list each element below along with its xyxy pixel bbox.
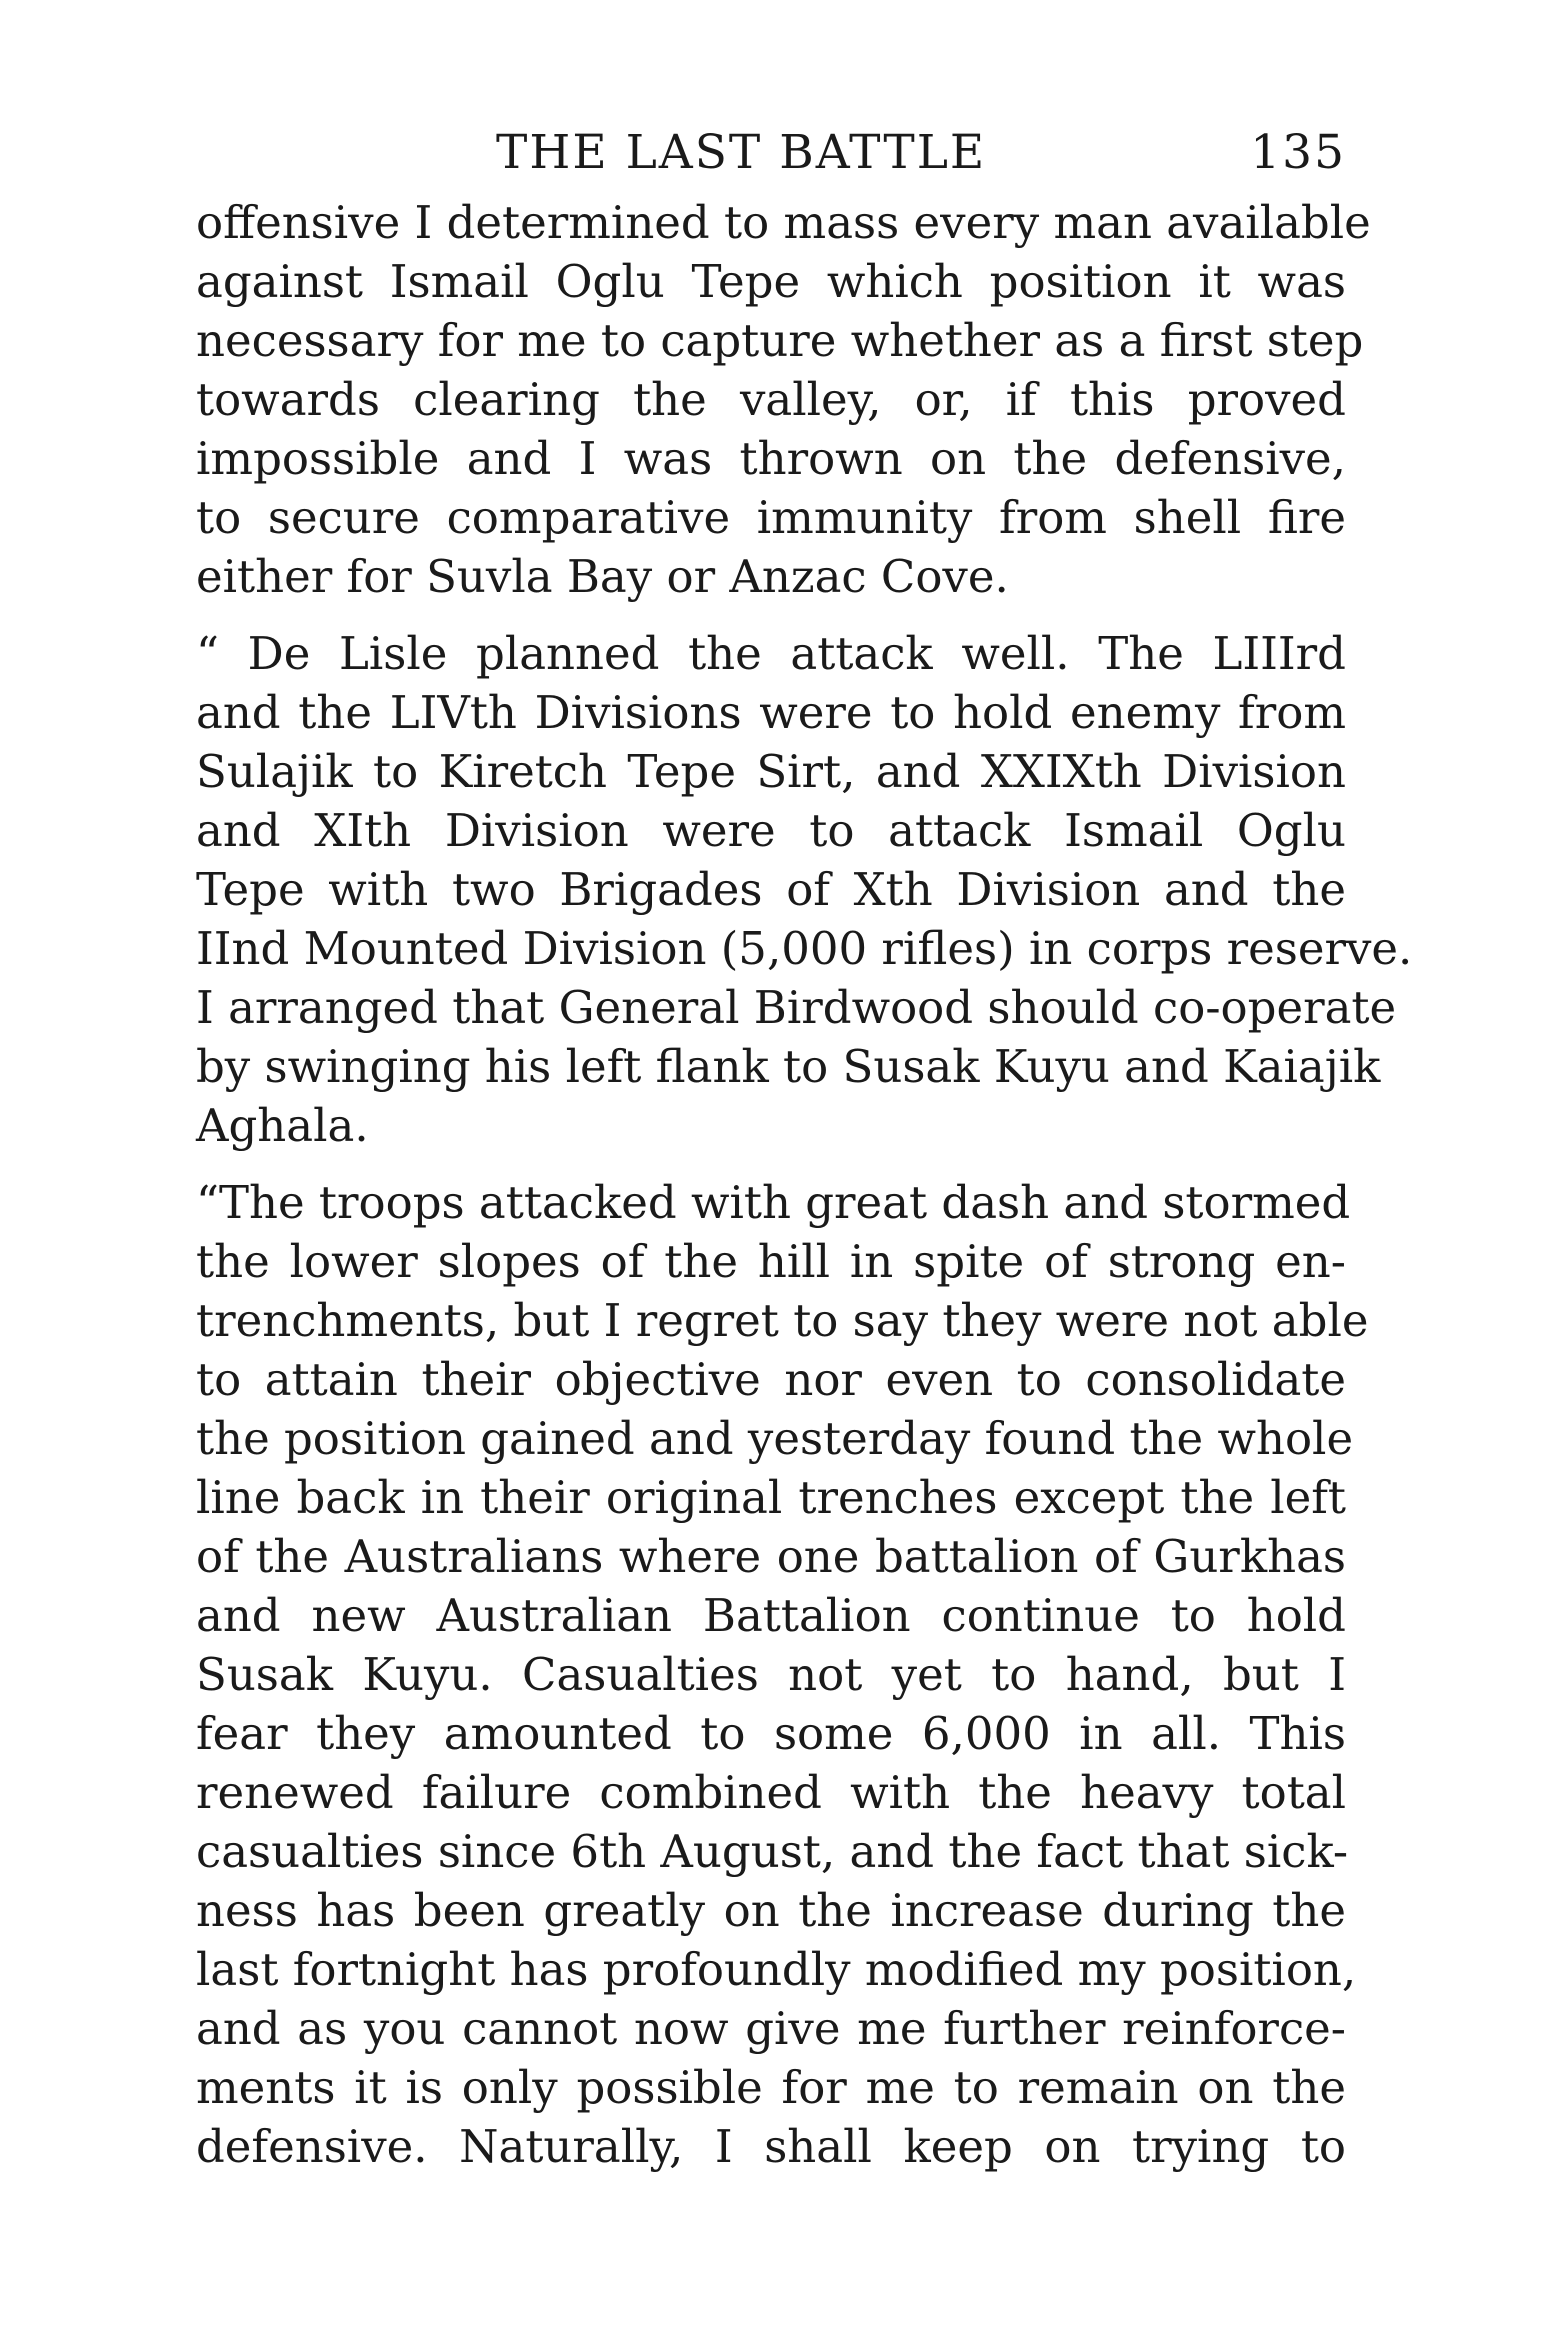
paragraph-1	[196, 193, 1371, 606]
text-line: by swinging his left flank to Susak Kuyu and Kaiajik	[196, 1040, 1381, 1093]
text-line: and new Australian Battalion continue to hold	[196, 1589, 1346, 1642]
text-line: “ De Lisle planned the attack well. The LIIIrd	[196, 627, 1346, 680]
text-line: and as you cannot now give me further reinforce-	[196, 2002, 1346, 2055]
text-line: renewed failure combined with the heavy total	[196, 1766, 1346, 1819]
text-line: “The troops attacked with great dash and stormed	[196, 1176, 1351, 1229]
text-line: I arranged that General Birdwood should co-operate	[196, 981, 1397, 1034]
text-line: Susak Kuyu. Casualties not yet to hand, but I	[196, 1648, 1346, 1701]
text-line: and XIth Division were to attack Ismail Oglu	[196, 804, 1346, 857]
page-number: 135	[1250, 125, 1346, 180]
paragraph-2	[196, 624, 1413, 1155]
running-header	[196, 125, 1346, 185]
text-line: impossible and I was thrown on the defensive,	[196, 432, 1346, 485]
text-line: the lower slopes of the hill in spite of strong en-	[196, 1235, 1346, 1288]
text-line: line back in their original trenches except the left	[196, 1471, 1346, 1524]
text-line: ness has been greatly on the increase during the	[196, 1884, 1346, 1937]
text-line: to secure comparative immunity from shell fire	[196, 491, 1346, 544]
text-line: IInd Mounted Division (5,000 rifles) in corps reserve.	[196, 922, 1413, 975]
text-line: of the Australians where one battalion of Gurkhas	[196, 1530, 1346, 1583]
text-line: necessary for me to capture whether as a first step	[196, 314, 1364, 367]
book-page	[196, 125, 1413, 2176]
text-line: defensive. Naturally, I shall keep on trying to	[196, 2120, 1346, 2173]
text-line: trenchments, but I regret to say they were not able	[196, 1294, 1369, 1347]
text-line: and the LIVth Divisions were to hold enemy from	[196, 686, 1346, 739]
text-line: the position gained and yesterday found the whole	[196, 1412, 1354, 1465]
text-line: ments it is only possible for me to remain on the	[196, 2061, 1346, 2114]
text-line: either for Suvla Bay or Anzac Cove.	[196, 550, 1009, 603]
text-line: casualties since 6th August, and the fact that sick-	[196, 1825, 1349, 1878]
text-line: Tepe with two Brigades of Xth Division and the	[196, 863, 1346, 916]
text-line: against Ismail Oglu Tepe which position it was	[196, 255, 1346, 308]
text-line: to attain their objective nor even to consolidate	[196, 1353, 1346, 1406]
text-line: towards clearing the valley, or, if this proved	[196, 373, 1346, 426]
running-title: THE LAST BATTLE	[496, 125, 987, 180]
paragraph-3	[196, 1173, 1369, 2176]
text-line: Sulajik to Kiretch Tepe Sirt, and XXIXth Division	[196, 745, 1346, 798]
text-line: Aghala.	[196, 1099, 369, 1152]
text-line: fear they amounted to some 6,000 in all. This	[196, 1707, 1346, 1760]
text-line: last fortnight has profoundly modified my position,	[196, 1943, 1357, 1996]
text-line: offensive I determined to mass every man available	[196, 196, 1371, 249]
